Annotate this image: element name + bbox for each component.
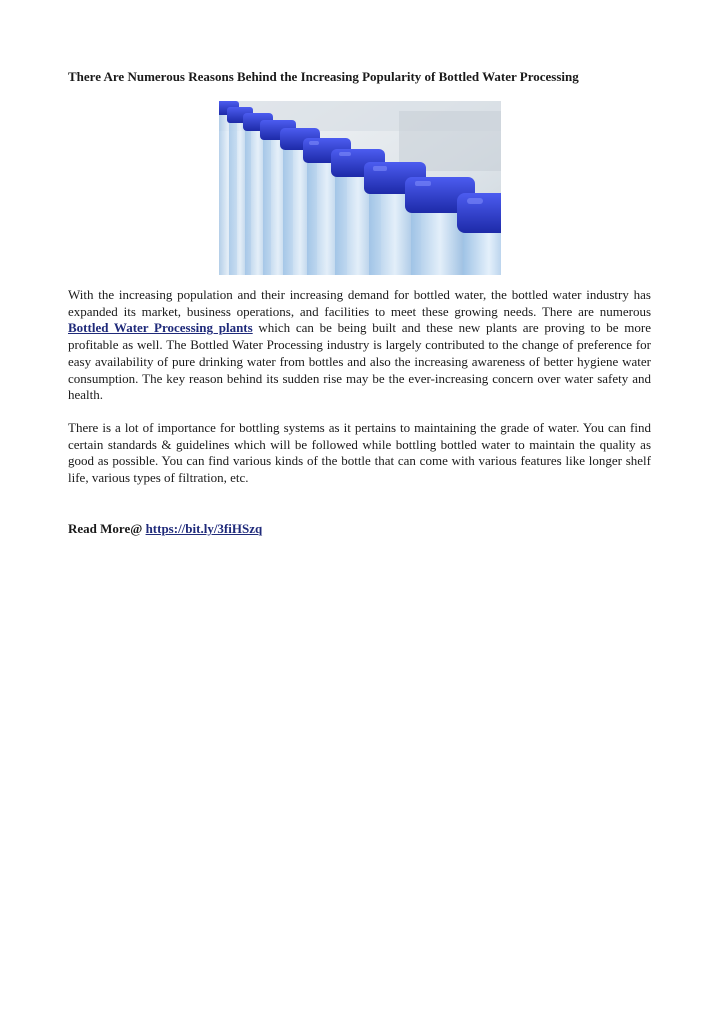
paragraph1-text-after: which can be being built and these new plants are proving to be more profitable as well. The Bottled Water Processing industry is largely contributed to the change of preference for easy availability of pure drinking water from bottles and also the increasing awareness of better hygiene water consumption. The key reason behind its sudden rise may be the ever-increasing concern over water safety and health.: [68, 320, 651, 403]
bottled-water-photo: [219, 101, 501, 275]
read-more-link[interactable]: https://bit.ly/3fiHSzq: [145, 521, 263, 536]
read-more-label: Read More@: [68, 521, 146, 536]
bottled-water-photo-icon: [219, 101, 501, 275]
intro-paragraph: [68, 287, 651, 404]
document-title: There Are Numerous Reasons Behind the Increasing Popularity of Bottled Water Processing: [68, 69, 579, 84]
bottled-water-plants-link[interactable]: Bottled Water Processing plants: [68, 320, 253, 336]
paragraph1-text-before: With the increasing population and their increasing demand for bottled water, the bottled water industry has expanded its market, business operations, and facilities to meet these growing needs. There are numerous: [68, 287, 651, 319]
bottling-systems-paragraph: There is a lot of importance for bottling systems as it pertains to maintaining the grade of water. You can find certain standards & guidelines which will be followed while bottling bottled water to maintain the quality as good as possible. You can find various kinds of the bottle that can come with various features like longer shelf life, various types of filtration, etc.: [68, 420, 651, 486]
read-more-line: [68, 520, 262, 538]
